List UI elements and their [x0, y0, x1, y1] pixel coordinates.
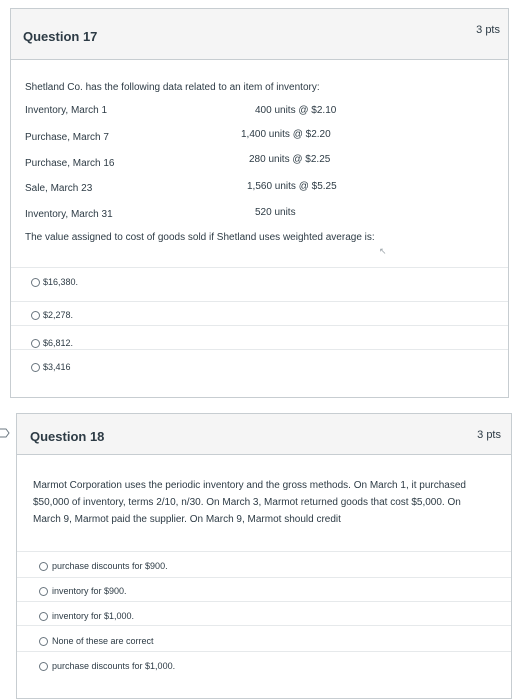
answer-label: None of these are correct	[52, 636, 154, 646]
question-17-card	[10, 8, 509, 398]
radio-button[interactable]	[31, 311, 40, 320]
inventory-row-value: 1,560 units @ $5.25	[247, 181, 337, 192]
answer-label: purchase discounts for $900.	[52, 561, 168, 571]
inventory-row-label: Inventory, March 31	[25, 209, 113, 220]
question-18-card	[16, 413, 512, 699]
inventory-row-label: Sale, March 23	[25, 183, 93, 194]
answer-label: inventory for $900.	[52, 586, 127, 596]
radio-button[interactable]	[31, 363, 40, 372]
answer-label: $3,416	[43, 362, 71, 372]
radio-button[interactable]	[31, 278, 40, 287]
question-18-header	[17, 414, 511, 455]
inventory-row-value: 280 units @ $2.25	[249, 154, 331, 165]
answer-label: purchase discounts for $1,000.	[52, 661, 176, 671]
inventory-row-label: Purchase, March 7	[25, 132, 109, 143]
question-18-body: Marmot Corporation uses the periodic inventory and the gross methods. On March 1, it purchased	[33, 480, 466, 491]
question-17-prompt: The value assigned to cost of goods sold if Shetland uses weighted average is:	[25, 232, 375, 243]
answer-label: $16,380.	[43, 277, 79, 287]
answer-label: $2,278.	[43, 310, 74, 320]
answer-option[interactable]	[17, 651, 511, 684]
answer-option[interactable]	[11, 325, 508, 350]
answer-option[interactable]	[11, 301, 508, 326]
answer-label: $6,812.	[43, 338, 74, 348]
radio-button[interactable]	[39, 662, 48, 671]
radio-button[interactable]	[39, 637, 48, 646]
radio-button[interactable]	[39, 562, 48, 571]
question-18-body: $50,000 of inventory, terms 2/10, n/30. On March 3, Marmot returned goods that cost $5,000. On	[33, 497, 461, 508]
question-17-header	[11, 9, 508, 60]
radio-button[interactable]	[39, 587, 48, 596]
radio-button[interactable]	[39, 612, 48, 621]
inventory-row-label: Inventory, March 1	[25, 105, 108, 116]
answer-option[interactable]	[17, 577, 511, 602]
question-18-body: March 9, Marmot paid the supplier. On March 9, Marmot should credit	[33, 514, 341, 525]
question-17-intro: Shetland Co. has the following data related to an item of inventory:	[25, 82, 320, 93]
answer-option[interactable]	[17, 601, 511, 626]
radio-button[interactable]	[31, 339, 40, 348]
question-17-title: Question 17	[23, 29, 98, 44]
inventory-row-value: 400 units @ $2.10	[255, 105, 337, 116]
question-17-points: 3 pts	[476, 24, 500, 36]
answer-label: inventory for $1,000.	[52, 611, 135, 621]
inventory-row-label: Purchase, March 16	[25, 158, 115, 169]
question-18-title: Question 18	[30, 429, 105, 444]
answer-option[interactable]	[11, 349, 508, 380]
inventory-row-value: 520 units	[255, 207, 296, 218]
answer-option[interactable]	[11, 267, 508, 292]
answer-option[interactable]	[17, 551, 511, 578]
question-18-points: 3 pts	[477, 429, 501, 441]
bookmark-icon[interactable]	[0, 428, 10, 438]
inventory-row-value: 1,400 units @ $2.20	[241, 129, 331, 140]
answer-option[interactable]	[17, 625, 511, 652]
cursor-icon: ↖	[379, 246, 387, 256]
